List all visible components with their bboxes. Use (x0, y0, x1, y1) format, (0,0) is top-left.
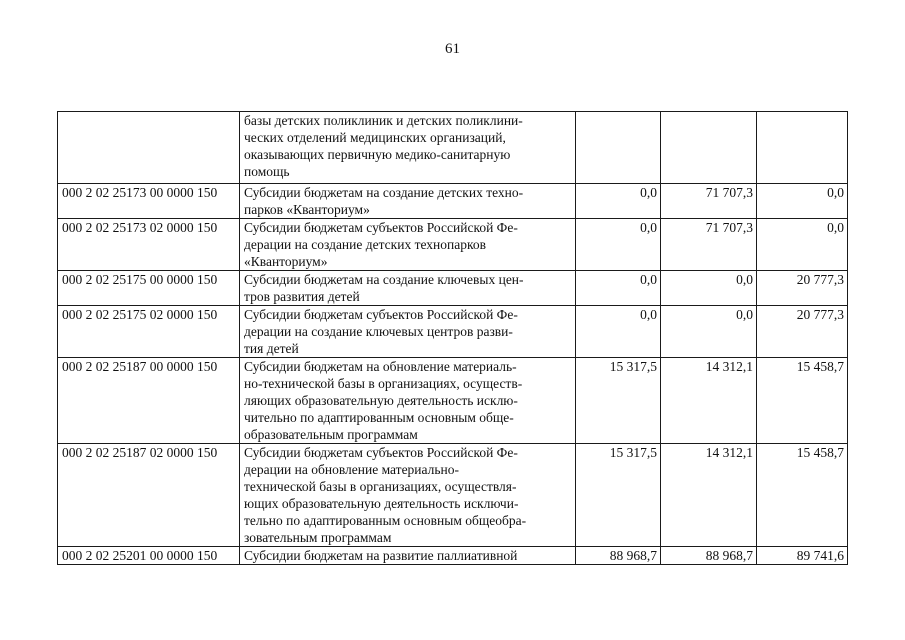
name-line: тия детей (244, 341, 299, 356)
table-row (58, 219, 848, 271)
value-cell-2: 0,0 (661, 271, 757, 306)
name-line: ющих образовательную деятельность исключи- (244, 496, 519, 511)
table-row (58, 444, 848, 547)
name-line: ляющих образовательную деятельность исклю- (244, 393, 518, 408)
code-cell: 000 2 02 25187 02 0000 150 (58, 444, 240, 547)
name-line: базы детских поликлиник и детских поликлини- (244, 113, 523, 128)
value-cell-3: 20 777,3 (757, 271, 848, 306)
name-line: зовательным программам (244, 530, 392, 545)
value-cell-1: 0,0 (576, 184, 661, 219)
value-cell-3 (757, 112, 848, 184)
table-row (58, 184, 848, 219)
name-line: дерации на создание ключевых центров разви- (244, 324, 513, 339)
value-cell-2: 0,0 (661, 306, 757, 358)
value-cell-1: 0,0 (576, 306, 661, 358)
name-line: Субсидии бюджетам на развитие паллиативной (244, 548, 518, 563)
table-row-continuation (58, 112, 848, 184)
value-cell-1 (576, 112, 661, 184)
name-cell (240, 358, 576, 444)
budget-table (57, 111, 848, 565)
name-line: Субсидии бюджетам на создание ключевых цен- (244, 272, 524, 287)
value-cell-2: 71 707,3 (661, 184, 757, 219)
value-cell-3: 20 777,3 (757, 306, 848, 358)
value-cell-2 (661, 112, 757, 184)
name-line: оказывающих первичную медико-санитарную (244, 147, 511, 162)
name-line: но-технической базы в организациях, осуществ- (244, 376, 523, 391)
code-cell: 000 2 02 25173 02 0000 150 (58, 219, 240, 271)
name-line: ческих отделений медицинских организаций, (244, 130, 506, 145)
name-line: образовательным программам (244, 427, 418, 442)
table-row (58, 547, 848, 565)
value-cell-2: 88 968,7 (661, 547, 757, 565)
name-line: парков «Кванториум» (244, 202, 370, 217)
code-cell: 000 2 02 25201 00 0000 150 (58, 547, 240, 565)
value-cell-3: 0,0 (757, 219, 848, 271)
value-cell-3: 89 741,6 (757, 547, 848, 565)
code-cell (58, 112, 240, 184)
value-cell-3: 15 458,7 (757, 358, 848, 444)
code-cell: 000 2 02 25175 02 0000 150 (58, 306, 240, 358)
value-cell-1: 88 968,7 (576, 547, 661, 565)
table-row (58, 358, 848, 444)
name-line: Субсидии бюджетам субъектов Российской Фе- (244, 445, 518, 460)
table-body (58, 112, 848, 565)
table-row (58, 306, 848, 358)
code-cell: 000 2 02 25187 00 0000 150 (58, 358, 240, 444)
name-line: Субсидии бюджетам на создание детских техно- (244, 185, 524, 200)
code-cell: 000 2 02 25173 00 0000 150 (58, 184, 240, 219)
value-cell-2: 14 312,1 (661, 444, 757, 547)
name-line: тров развития детей (244, 289, 360, 304)
name-line: дерации на создание детских технопарков (244, 237, 486, 252)
value-cell-3: 15 458,7 (757, 444, 848, 547)
value-cell-3: 0,0 (757, 184, 848, 219)
name-line: помощь (244, 164, 290, 179)
name-line: тельно по адаптированным основным общеобра- (244, 513, 527, 528)
name-cell (240, 444, 576, 547)
name-line: дерации на обновление материально- (244, 462, 460, 477)
value-cell-1: 0,0 (576, 219, 661, 271)
name-cell (240, 219, 576, 271)
value-cell-1: 15 317,5 (576, 444, 661, 547)
value-cell-1: 0,0 (576, 271, 661, 306)
name-line: Субсидии бюджетам субъектов Российской Фе- (244, 220, 518, 235)
name-cell (240, 112, 576, 184)
name-cell (240, 271, 576, 306)
name-line: чительно по адаптированным основным обще- (244, 410, 514, 425)
value-cell-2: 14 312,1 (661, 358, 757, 444)
name-line: Субсидии бюджетам на обновление материаль- (244, 359, 517, 374)
table-row (58, 271, 848, 306)
name-line: Субсидии бюджетам субъектов Российской Фе- (244, 307, 518, 322)
name-cell (240, 547, 576, 565)
name-cell (240, 184, 576, 219)
name-line: технической базы в организациях, осуществля- (244, 479, 517, 494)
value-cell-2: 71 707,3 (661, 219, 757, 271)
code-cell: 000 2 02 25175 00 0000 150 (58, 271, 240, 306)
value-cell-1: 15 317,5 (576, 358, 661, 444)
name-line: «Кванториум» (244, 254, 328, 269)
name-cell (240, 306, 576, 358)
page-number: 61 (445, 41, 460, 57)
